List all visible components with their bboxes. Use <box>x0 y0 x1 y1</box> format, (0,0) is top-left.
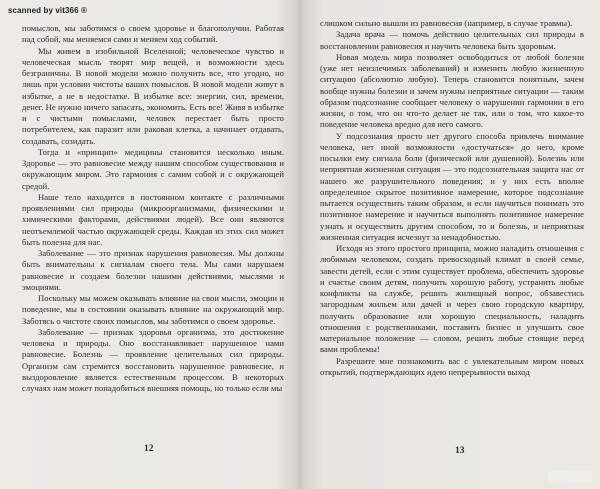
page-number: 12 <box>144 444 154 454</box>
scan-watermark: scanned by vit366 ® <box>8 6 87 15</box>
paragraph: Заболевание — это признак нарушения равновесия. Мы должны быть внимательны к сигналам своего тела. Мы сами нарушаем равновесие и создаем болезни нашими действиями, мыслями и эмоциями. <box>22 248 284 292</box>
paragraph: Исходя из этого простого принципа, можно наладить отношения с любимым человеком, создать превосходный климат в своей семье, завести детей, если с этим существует проблема, обеспечить здоровье и счастье своим детям, получить хорошую работу, устранить любые конфликты на службе, решить жилищный вопрос, обзавестись загородным жильем или дачей и через свою городскую квартиру, получить образование или хорошую специальность, наладить отношения с родственниками, поставить бизнес и улучшить свое материальное положение — словом, решить любые стоящие перед вами проблемы! <box>320 243 584 355</box>
paragraph: Разрешите мне познакомить вас с увлекательным миром новых открытий, подтверждающих идею непрерывности выход <box>320 355 584 377</box>
scan-artifact <box>548 471 592 483</box>
paragraph: Поскольку мы можем оказывать влияние на свои мысли, эмоции и поведение, мы в состоянии оказывать влияние на окружающий мир. Заботясь о чистоте своих помыслов, мы заботимся о своем здоровье. <box>22 293 284 326</box>
paragraph: Наше тело находится в постоянном контакте с различными проявлениями сил природы (микроорганизмами, физическими и химическими факторами, действиями людей). Все они являются неотъемлемой частью окружающей среды. Каждая из этих сил может быть полезна для нас. <box>22 191 284 247</box>
right-page <box>300 0 600 489</box>
paragraph: Задача врача — помочь действию целительных сил природы в восстановлении равновесия и научить человека быть здоровым. <box>320 29 584 51</box>
left-page-text <box>22 23 284 394</box>
paragraph: слишком сильно вышли из равновесия (например, в случае травмы). <box>320 18 573 28</box>
right-page-text <box>320 18 584 378</box>
page-number: 13 <box>455 446 465 456</box>
paragraph: Новая модель мира позволяет освободиться от любой болезни (уже нет неизлечимых заболеваний) и изменить любую жизненную ситуацию (абсолютно любую). Теперь становится понятным, зачем вообще нужны болезни и зачем нужны неприятные ситуации — таким образом подсознание сообщает человеку о нарушении гармонии в его жизни, о том, что он что-то делает не так, или о том, что какое-то поведение человека вредно для него самого. <box>320 51 584 130</box>
paragraph: Тогда и «принцип» медицины становится несколько иным. Здоровье — это равновесие между нашим способом существования и окружающим миром. Это гармония с самим собой и с окружающей средой. <box>22 146 284 191</box>
paragraph: Мы живем в изобильной Вселенной; человеческое чувство и человеческая мысль творят мир вещей, и возможности здесь безграничны. В новой модели можно получить все, что угодно, но лишь при условии чистоты ваших помыслов. В новой модели живут в избытке, а не в недостатке. В избытке все: энергии, сил, времени, денег. Не нужно ничего запасать, экономить. Есть все! Живя в избытке и с чистыми помыслами, человек перестает быть просто потребителем, как паразит или раковая клетка, а начинает отдавать, создавать, созидать. <box>22 45 284 146</box>
paragraph: У подсознания просто нет другого способа привлечь внимание человека, нет иной возможности «достучаться» до него, кроме посылки ему сигнала боли (физической или душевной). Болезнь или неприятная жизненная ситуация — это подсознательная защита нас от нашего же разрушительного поведения; и у них есть вполне определенное скрытое позитивное намерение, которое подсознание пытается осуществить таким образом, и если научиться понимать это позитивное намерение и научиться выполнять позитивное намерение узнать и осуществить другим способом, то и болезнь, и неприятная жизненная ситуация исчезнут за ненадобностью. <box>320 130 584 242</box>
paragraph: помыслов, мы заботимся о своем здоровье и благополучии. Работая над собой, мы меняемся сами и меняем ход событий. <box>22 23 284 45</box>
paragraph: Заболевание — признак здоровья организма, это достижение человека и природы. Оно восстанавливает нарушенное нами равновесие. Болезнь — проявление целительных сил природы. Организм сам стремится восстановить нарушенное равновесие, и выздоровление является естественным процессом. В некоторых случаях нам может понадобиться внешняя помощь, но только если мы <box>22 326 284 393</box>
